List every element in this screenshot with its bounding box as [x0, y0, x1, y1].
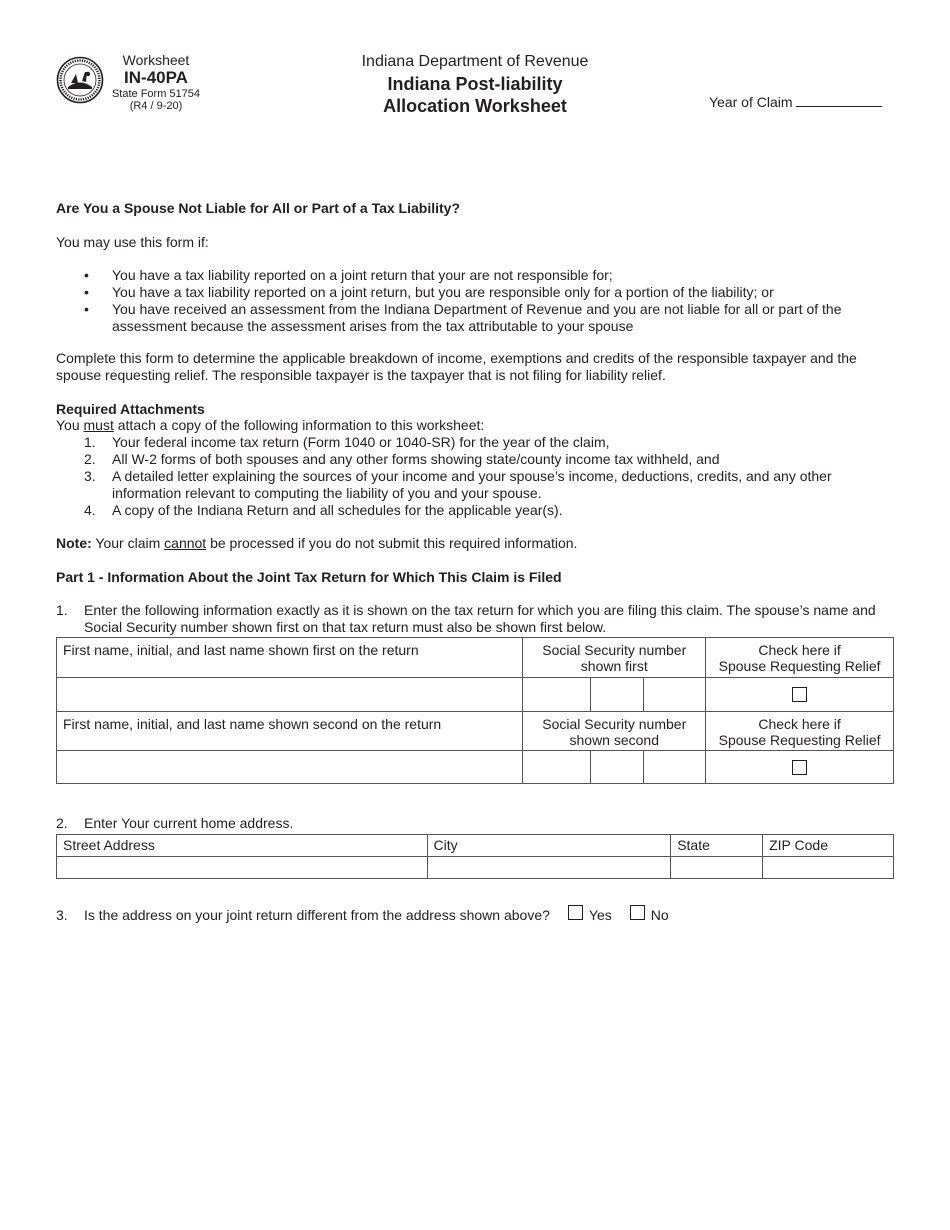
state-field[interactable] [671, 857, 763, 879]
address-different-no-checkbox[interactable] [630, 905, 645, 920]
list-item: 2. All W-2 forms of both spouses and any other forms showing state/county income tax withheld, and [84, 451, 720, 467]
attachments-heading: Required Attachments [56, 401, 205, 417]
name-second-field[interactable] [57, 751, 523, 784]
zip-code-field[interactable] [763, 857, 894, 879]
check-relief-label: Check here if Spouse Requesting Relief [706, 638, 894, 678]
zip-code-label: ZIP Code [763, 835, 894, 857]
may-use-text: You may use this form if: [56, 234, 209, 250]
yes-label: Yes [588, 907, 612, 923]
question-1: 1. Enter the following information exactly as it is shown on the tax return for which you are filing this claim. The spouse’s name and Social Security number shown first on that tax return must also be shown first below. [56, 602, 876, 635]
street-address-label: Street Address [57, 835, 428, 857]
part1-heading: Part 1 - Information About the Joint Tax Return for Which This Claim is Filed [56, 569, 562, 585]
form-title-line2: Allocation Worksheet [383, 96, 567, 117]
form-title-line1: Indiana Post-liability [387, 73, 563, 94]
eligibility-list [56, 267, 856, 335]
year-of-claim [709, 94, 882, 110]
state-label: State [671, 835, 763, 857]
list-item: 1. Your federal income tax return (Form 1040 or 1040-SR) for the year of the claim, [84, 434, 610, 450]
form-number: IN-40PA [124, 68, 188, 88]
city-field[interactable] [427, 857, 671, 879]
ssn-second-label: Social Security number shown second [523, 712, 706, 751]
ssn-second-field-part3[interactable] [644, 751, 706, 784]
year-of-claim-field[interactable] [796, 94, 882, 107]
state-seal-logo [56, 54, 104, 106]
no-label: No [650, 907, 669, 923]
note-text: Note: Your claim cannot be processed if you do not submit this required information. [56, 535, 578, 551]
attachments-lead: You must attach a copy of the following information to this worksheet: [56, 417, 485, 433]
ssn-second-field-part1[interactable] [523, 751, 591, 784]
attachments-list [56, 434, 856, 519]
ssn-second-field-part2[interactable] [591, 751, 644, 784]
title-block [300, 52, 650, 118]
form-id-block [108, 52, 204, 113]
question-2: 2. Enter Your current home address. [56, 815, 294, 831]
check-relief-label-second: Check here if Spouse Requesting Relief [706, 712, 894, 751]
ssn-first-field-part2[interactable] [591, 678, 644, 712]
list-item: 3. A detailed letter explaining the sources of your income and your spouse’s income, deductions, credits, and any other information relevant to computing the liability of you and your spouse. [84, 468, 832, 501]
city-label: City [427, 835, 671, 857]
question-3: 3. Is the address on your joint return different from the address shown above? Yes No [56, 907, 669, 923]
address-table [56, 834, 894, 879]
list-item: • You have a tax liability reported on a joint return, but you are responsible only for a portion of the liability; or [84, 284, 774, 300]
department-name: Indiana Department of Revenue [361, 53, 589, 70]
list-item: • You have received an assessment from the Indiana Department of Revenue and you are not liable for all or part of the assessment because the assessment arises from the tax attributable to your spouse [84, 301, 842, 334]
form-revision: (R4 / 9-20) [129, 100, 183, 113]
list-item: 4. A copy of the Indiana Return and all schedules for the applicable year(s). [84, 502, 563, 518]
check-relief-second-cell [706, 751, 894, 784]
street-address-field[interactable] [57, 857, 428, 879]
check-relief-first-cell [706, 678, 894, 712]
intro-heading: Are You a Spouse Not Liable for All or Part of a Tax Liability? [56, 200, 460, 216]
relief-checkbox-second[interactable] [792, 760, 807, 775]
state-form-number: State Form 51754 [111, 87, 201, 100]
ssn-first-label: Social Security number shown first [523, 638, 706, 678]
complete-instructions: Complete this form to determine the applicable breakdown of income, exemptions and credits of the responsible taxpayer and the spouse requesting relief. The responsible taxpayer is the taxpayer that is not filing for liability relief. [56, 350, 857, 383]
relief-checkbox-first[interactable] [792, 687, 807, 702]
list-item: • You have a tax liability reported on a joint return that your are not responsible for; [84, 267, 613, 283]
year-of-claim-label: Year of Claim [709, 94, 793, 110]
name-first-field[interactable] [57, 678, 523, 712]
ssn-first-field-part1[interactable] [523, 678, 591, 712]
name-second-label: First name, initial, and last name shown second on the return [57, 712, 523, 751]
ssn-first-field-part3[interactable] [644, 678, 706, 712]
worksheet-label: Worksheet [122, 52, 190, 68]
spouse-info-table [56, 637, 894, 784]
address-different-yes-checkbox[interactable] [568, 905, 583, 920]
name-first-label: First name, initial, and last name shown first on the return [57, 638, 523, 678]
